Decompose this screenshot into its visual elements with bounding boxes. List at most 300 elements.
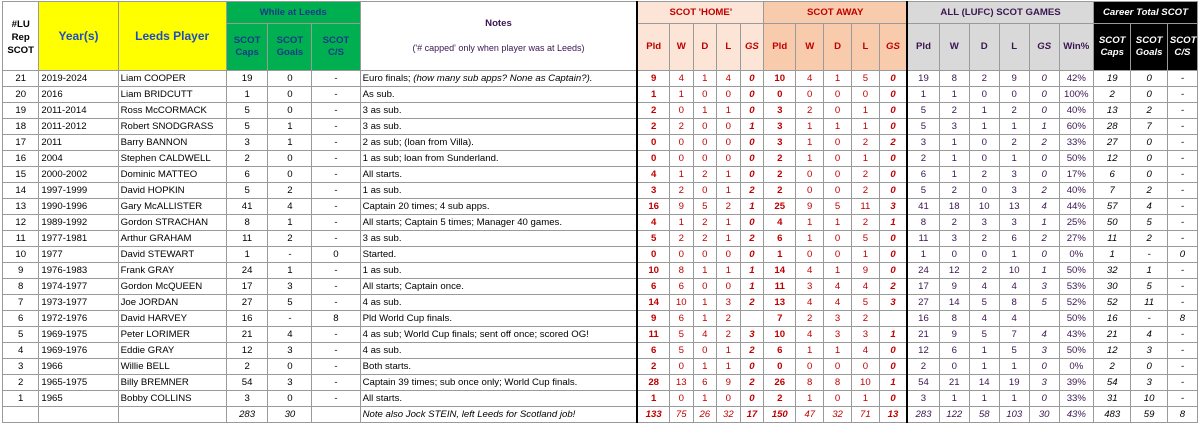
- row-career-caps: 30: [1093, 279, 1130, 295]
- row-goals: -: [268, 247, 312, 263]
- row-notes-text: 4 as sub; World Cup finals; sent off once; scored OG!: [362, 329, 589, 340]
- row-all-winpct: 50%: [1059, 343, 1093, 359]
- row-home-l: 1: [717, 343, 741, 359]
- row-home-l: 9: [717, 375, 741, 391]
- row-notes: [360, 231, 637, 247]
- row-all-winpct: 40%: [1059, 103, 1093, 119]
- row-away-gs: 2: [879, 135, 907, 151]
- row-notes: [360, 375, 637, 391]
- row-away-pld: 2: [764, 183, 796, 199]
- row-cs: 8: [312, 311, 360, 327]
- row-career-cs: -: [1167, 71, 1197, 87]
- row-home-l: 0: [717, 87, 741, 103]
- row-player: Barry BANNON: [118, 135, 226, 151]
- row-away-l: 0: [851, 87, 879, 103]
- header-home-gs: GS: [740, 24, 764, 71]
- row-home-pld: 1: [637, 391, 669, 407]
- row-away-l: 9: [851, 263, 879, 279]
- total-cc: 483: [1093, 407, 1130, 423]
- row-away-w: 9: [796, 199, 824, 215]
- row-career-cs: -: [1167, 375, 1197, 391]
- row-home-d: 1: [693, 295, 717, 311]
- row-player: Gordon McQUEEN: [118, 279, 226, 295]
- row-all-winpct: 33%: [1059, 135, 1093, 151]
- row-away-gs: 0: [879, 151, 907, 167]
- row-home-gs: 1: [740, 279, 764, 295]
- row-away-w: 4: [796, 295, 824, 311]
- row-all-winpct: 17%: [1059, 167, 1093, 183]
- row-away-w: 1: [796, 215, 824, 231]
- row-home-w: 1: [669, 87, 693, 103]
- total-ccs: 8: [1167, 407, 1197, 423]
- row-home-l: 0: [717, 151, 741, 167]
- row-player: Dominic MATTEO: [118, 167, 226, 183]
- row-all-gs: 4: [1029, 327, 1059, 343]
- row-away-d: 0: [824, 183, 852, 199]
- row-all-gs: 0: [1029, 167, 1059, 183]
- row-player: Willie BELL: [118, 359, 226, 375]
- row-all-w: 1: [939, 135, 969, 151]
- row-all-d: 0: [969, 247, 999, 263]
- row-cs: -: [312, 263, 360, 279]
- row-number: 11: [3, 231, 39, 247]
- row-career-cs: 0: [1167, 247, 1197, 263]
- row-all-gs: 1: [1029, 119, 1059, 135]
- row-all-w: 3: [939, 119, 969, 135]
- row-caps: 1: [226, 87, 268, 103]
- row-home-d: 6: [693, 375, 717, 391]
- row-all-winpct: 53%: [1059, 279, 1093, 295]
- table-row: [3, 231, 1198, 247]
- row-home-l: 2: [717, 327, 741, 343]
- row-notes-text: 4 as sub.: [362, 297, 402, 308]
- row-career-caps: 2: [1093, 87, 1130, 103]
- row-home-w: 8: [669, 263, 693, 279]
- row-home-l: 2: [717, 199, 741, 215]
- row-cs: -: [312, 151, 360, 167]
- header-home-w: W: [669, 24, 693, 71]
- row-home-l: 3: [717, 295, 741, 311]
- row-all-pld: 17: [907, 279, 939, 295]
- row-away-gs: 0: [879, 231, 907, 247]
- row-away-d: 1: [824, 119, 852, 135]
- row-home-gs: 0: [740, 359, 764, 375]
- header-player: Leeds Player: [118, 2, 226, 71]
- row-caps: 5: [226, 119, 268, 135]
- header-all-pld: Pld: [907, 24, 939, 71]
- row-away-l: 5: [851, 231, 879, 247]
- row-away-pld: 7: [764, 311, 796, 327]
- row-home-pld: 2: [637, 103, 669, 119]
- row-career-cs: -: [1167, 231, 1197, 247]
- row-home-l: 0: [717, 119, 741, 135]
- row-all-winpct: 0%: [1059, 247, 1093, 263]
- row-career-cs: 8: [1167, 311, 1197, 327]
- row-number: 12: [3, 215, 39, 231]
- row-home-w: 10: [669, 295, 693, 311]
- row-all-w: 8: [939, 311, 969, 327]
- row-career-goals: 3: [1131, 375, 1167, 391]
- row-career-caps: 31: [1093, 391, 1130, 407]
- row-home-gs: 1: [740, 199, 764, 215]
- row-goals: 1: [268, 135, 312, 151]
- row-home-pld: 10: [637, 263, 669, 279]
- table-row: [3, 151, 1198, 167]
- row-player: Joe JORDAN: [118, 295, 226, 311]
- row-notes-text: 3 as sub.: [362, 121, 402, 132]
- row-goals: 0: [268, 71, 312, 87]
- row-home-d: 0: [693, 87, 717, 103]
- total-aw: 47: [796, 407, 824, 423]
- row-all-l: 2: [999, 135, 1029, 151]
- row-home-pld: 1: [637, 87, 669, 103]
- header-all-gs: GS: [1029, 24, 1059, 71]
- row-caps: 5: [226, 183, 268, 199]
- row-years: 1972-1976: [39, 311, 118, 327]
- row-home-w: 2: [669, 231, 693, 247]
- total-hw: 75: [669, 407, 693, 423]
- row-notes-text: All starts.: [362, 393, 403, 404]
- row-all-pld: 54: [907, 375, 939, 391]
- row-away-d: 4: [824, 295, 852, 311]
- row-notes-text: 3 as sub.: [362, 233, 402, 244]
- row-goals: 0: [268, 151, 312, 167]
- header-all-d: D: [969, 24, 999, 71]
- row-notes-text: 1 as sub; loan from Sunderland.: [362, 153, 499, 164]
- row-career-caps: 11: [1093, 231, 1130, 247]
- row-years: 1977: [39, 247, 118, 263]
- row-all-l: 19: [999, 375, 1029, 391]
- row-home-gs: 0: [740, 87, 764, 103]
- row-number: 20: [3, 87, 39, 103]
- row-away-l: 11: [851, 199, 879, 215]
- row-player: Eddie GRAY: [118, 343, 226, 359]
- row-career-caps: 57: [1093, 199, 1130, 215]
- row-away-l: 2: [851, 183, 879, 199]
- row-career-goals: -: [1131, 311, 1167, 327]
- row-career-goals: 0: [1131, 167, 1167, 183]
- row-goals: 4: [268, 327, 312, 343]
- row-all-w: 1: [939, 87, 969, 103]
- row-home-gs: 2: [740, 295, 764, 311]
- header-home-d: D: [693, 24, 717, 71]
- row-career-caps: 21: [1093, 327, 1130, 343]
- row-notes: [360, 151, 637, 167]
- table-row: [3, 167, 1198, 183]
- row-all-d: 0: [969, 183, 999, 199]
- row-away-pld: 2: [764, 167, 796, 183]
- row-career-caps: 28: [1093, 119, 1130, 135]
- row-all-l: 1: [999, 151, 1029, 167]
- row-notes: [360, 103, 637, 119]
- row-career-caps: 52: [1093, 295, 1130, 311]
- table-row: [3, 215, 1198, 231]
- total-al: 71: [851, 407, 879, 423]
- row-all-winpct: 33%: [1059, 391, 1093, 407]
- row-away-w: 1: [796, 119, 824, 135]
- row-number: 2: [3, 375, 39, 391]
- row-career-caps: 12: [1093, 151, 1130, 167]
- row-cs: -: [312, 279, 360, 295]
- row-all-winpct: 42%: [1059, 71, 1093, 87]
- total-hp: 133: [637, 407, 669, 423]
- row-career-cs: -: [1167, 135, 1197, 151]
- row-all-gs: [1029, 311, 1059, 327]
- row-away-gs: 3: [879, 199, 907, 215]
- row-away-gs: 0: [879, 71, 907, 87]
- row-home-pld: 4: [637, 167, 669, 183]
- row-career-caps: 27: [1093, 135, 1130, 151]
- row-all-winpct: 44%: [1059, 199, 1093, 215]
- row-home-pld: 6: [637, 343, 669, 359]
- row-away-l: 1: [851, 391, 879, 407]
- row-career-cs: -: [1167, 151, 1197, 167]
- row-home-gs: 0: [740, 71, 764, 87]
- row-notes-text: 1 as sub.: [362, 265, 402, 276]
- total-empty: [312, 407, 360, 423]
- row-all-winpct: 39%: [1059, 375, 1093, 391]
- header-career-total: Career Total SCOT: [1093, 2, 1197, 24]
- row-notes: [360, 295, 637, 311]
- row-career-caps: 6: [1093, 167, 1130, 183]
- row-all-gs: 1: [1029, 263, 1059, 279]
- row-home-w: 0: [669, 135, 693, 151]
- row-years: 1977-1981: [39, 231, 118, 247]
- row-years: 2004: [39, 151, 118, 167]
- row-years: 1965: [39, 391, 118, 407]
- row-away-d: 3: [824, 327, 852, 343]
- row-number: 19: [3, 103, 39, 119]
- row-player: Liam BRIDCUTT: [118, 87, 226, 103]
- row-away-gs: 0: [879, 87, 907, 103]
- row-notes: [360, 247, 637, 263]
- row-career-cs: -: [1167, 103, 1197, 119]
- row-home-l: 1: [717, 231, 741, 247]
- row-home-d: 1: [693, 391, 717, 407]
- row-all-winpct: 50%: [1059, 311, 1093, 327]
- row-goals: 0: [268, 391, 312, 407]
- row-away-pld: 14: [764, 263, 796, 279]
- row-away-d: 0: [824, 167, 852, 183]
- row-all-w: 2: [939, 103, 969, 119]
- row-player: Stephen CALDWELL: [118, 151, 226, 167]
- row-years: 2011-2014: [39, 103, 118, 119]
- row-cs: -: [312, 295, 360, 311]
- row-notes-text: 2 as sub; (loan from Villa).: [362, 137, 474, 148]
- row-notes-text: Pld World Cup finals.: [362, 313, 452, 324]
- row-all-d: 2: [969, 167, 999, 183]
- row-away-gs: 3: [879, 295, 907, 311]
- row-home-w: 1: [669, 167, 693, 183]
- row-away-pld: 6: [764, 343, 796, 359]
- row-away-l: 4: [851, 279, 879, 295]
- row-career-goals: 0: [1131, 151, 1167, 167]
- table-row: [3, 263, 1198, 279]
- header-all-w: W: [939, 24, 969, 71]
- row-all-d: 1: [969, 103, 999, 119]
- row-all-pld: 5: [907, 183, 939, 199]
- row-cs: -: [312, 359, 360, 375]
- row-away-gs: 0: [879, 103, 907, 119]
- row-all-l: 1: [999, 359, 1029, 375]
- row-away-d: 4: [824, 279, 852, 295]
- row-all-w: 0: [939, 359, 969, 375]
- row-number: 9: [3, 263, 39, 279]
- row-career-goals: 2: [1131, 103, 1167, 119]
- row-away-w: 4: [796, 263, 824, 279]
- row-years: 2000-2002: [39, 167, 118, 183]
- row-all-d: 5: [969, 295, 999, 311]
- row-notes-text: All starts; Captain once.: [362, 281, 464, 292]
- row-all-gs: 2: [1029, 231, 1059, 247]
- row-years: 1974-1977: [39, 279, 118, 295]
- table-row: [3, 87, 1198, 103]
- row-goals: 0: [268, 87, 312, 103]
- row-career-goals: 11: [1131, 295, 1167, 311]
- row-number: 15: [3, 167, 39, 183]
- row-caps: 19: [226, 71, 268, 87]
- row-number: 14: [3, 183, 39, 199]
- row-home-w: 1: [669, 215, 693, 231]
- row-cs: -: [312, 135, 360, 151]
- row-career-caps: 1: [1093, 247, 1130, 263]
- header-all-lufc: ALL (LUFC) SCOT GAMES: [907, 2, 1093, 24]
- row-cs: -: [312, 231, 360, 247]
- row-home-w: 2: [669, 183, 693, 199]
- row-all-w: 9: [939, 327, 969, 343]
- row-all-d: 4: [969, 311, 999, 327]
- row-all-winpct: 52%: [1059, 295, 1093, 311]
- row-years: 1989-1992: [39, 215, 118, 231]
- row-all-d: 5: [969, 327, 999, 343]
- row-all-l: 6: [999, 231, 1029, 247]
- row-away-d: 0: [824, 391, 852, 407]
- total-td: 58: [969, 407, 999, 423]
- row-away-d: 0: [824, 151, 852, 167]
- row-all-l: 4: [999, 311, 1029, 327]
- row-away-w: 8: [796, 375, 824, 391]
- row-home-w: 0: [669, 247, 693, 263]
- row-home-l: 0: [717, 247, 741, 263]
- row-away-gs: 0: [879, 167, 907, 183]
- row-cs: -: [312, 71, 360, 87]
- row-caps: 16: [226, 311, 268, 327]
- row-home-pld: 0: [637, 151, 669, 167]
- row-career-cs: -: [1167, 295, 1197, 311]
- row-all-d: 0: [969, 135, 999, 151]
- row-career-cs: -: [1167, 327, 1197, 343]
- row-all-pld: 1: [907, 247, 939, 263]
- row-all-gs: 5: [1029, 295, 1059, 311]
- row-all-d: 2: [969, 231, 999, 247]
- row-cs: 0: [312, 247, 360, 263]
- total-pct: 43%: [1059, 407, 1093, 423]
- row-away-pld: 13: [764, 295, 796, 311]
- row-away-l: 1: [851, 103, 879, 119]
- row-all-l: 10: [999, 263, 1029, 279]
- row-notes-text: Started.: [362, 249, 397, 260]
- row-all-l: 0: [999, 87, 1029, 103]
- row-caps: 41: [226, 199, 268, 215]
- total-empty: [39, 407, 118, 423]
- row-player: Robert SNODGRASS: [118, 119, 226, 135]
- row-home-l: 1: [717, 263, 741, 279]
- row-notes: [360, 199, 637, 215]
- row-away-d: 0: [824, 231, 852, 247]
- row-cs: -: [312, 391, 360, 407]
- row-all-pld: 27: [907, 295, 939, 311]
- row-years: 1969-1975: [39, 327, 118, 343]
- row-years: 1997-1999: [39, 183, 118, 199]
- row-career-cs: -: [1167, 119, 1197, 135]
- header-scot-goals: SCOT Goals: [268, 24, 312, 71]
- row-caps: 12: [226, 343, 268, 359]
- row-all-pld: 8: [907, 215, 939, 231]
- row-away-pld: 2: [764, 151, 796, 167]
- row-all-winpct: 27%: [1059, 231, 1093, 247]
- header-home-l: L: [717, 24, 741, 71]
- row-goals: 2: [268, 231, 312, 247]
- row-home-pld: 9: [637, 311, 669, 327]
- table-row: [3, 119, 1198, 135]
- row-career-goals: 7: [1131, 119, 1167, 135]
- row-caps: 54: [226, 375, 268, 391]
- row-away-pld: 6: [764, 231, 796, 247]
- row-all-d: 0: [969, 151, 999, 167]
- row-goals: 5: [268, 295, 312, 311]
- row-away-gs: 2: [879, 279, 907, 295]
- row-all-pld: 2: [907, 151, 939, 167]
- row-number: 16: [3, 151, 39, 167]
- row-notes-text: Both starts.: [362, 361, 412, 372]
- row-home-l: 0: [717, 391, 741, 407]
- row-home-d: 4: [693, 327, 717, 343]
- row-home-gs: 1: [740, 263, 764, 279]
- row-number: 6: [3, 311, 39, 327]
- row-notes: [360, 87, 637, 103]
- row-away-pld: 0: [764, 359, 796, 375]
- row-all-d: 1: [969, 119, 999, 135]
- row-goals: 0: [268, 103, 312, 119]
- row-home-l: 1: [717, 167, 741, 183]
- row-away-w: 4: [796, 327, 824, 343]
- row-all-l: 1: [999, 247, 1029, 263]
- row-home-pld: 4: [637, 215, 669, 231]
- row-all-d: 1: [969, 391, 999, 407]
- row-all-w: 14: [939, 295, 969, 311]
- row-cs: -: [312, 199, 360, 215]
- row-away-gs: 1: [879, 327, 907, 343]
- table-row: [3, 183, 1198, 199]
- row-notes: [360, 343, 637, 359]
- row-all-w: 18: [939, 199, 969, 215]
- total-goals: 30: [268, 407, 312, 423]
- total-tp: 283: [907, 407, 939, 423]
- row-all-l: 13: [999, 199, 1029, 215]
- header-career-goals: SCOT Goals: [1131, 24, 1167, 71]
- row-notes-text: 1 as sub.: [362, 185, 402, 196]
- total-hl: 32: [717, 407, 741, 423]
- row-career-caps: 2: [1093, 359, 1130, 375]
- row-away-gs: 1: [879, 375, 907, 391]
- row-notes: [360, 359, 637, 375]
- row-away-w: 0: [796, 359, 824, 375]
- row-away-d: 3: [824, 311, 852, 327]
- table-row: [3, 327, 1198, 343]
- row-home-w: 0: [669, 391, 693, 407]
- row-career-goals: 1: [1131, 263, 1167, 279]
- leeds-scotland-table: [2, 1, 1198, 423]
